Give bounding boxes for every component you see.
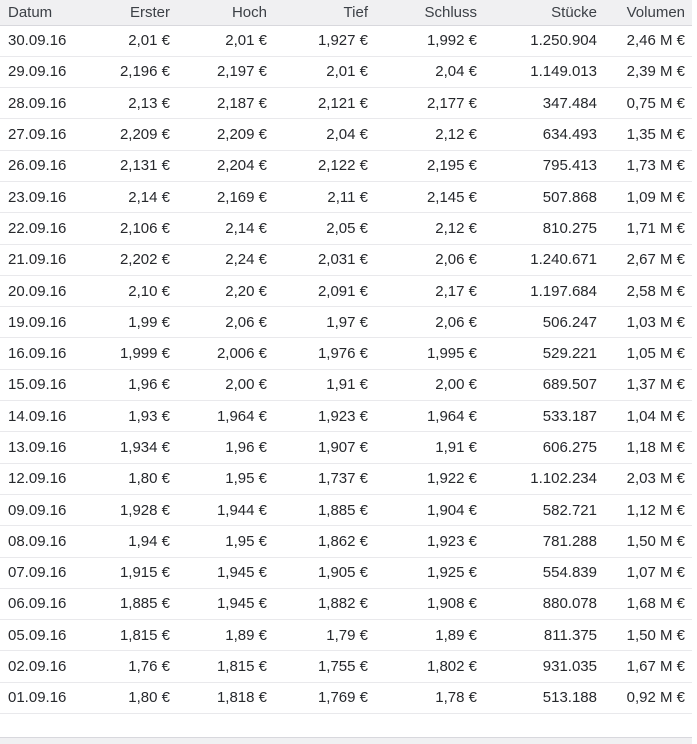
table-row: [0, 557, 692, 588]
tief-cell: 2,122 €: [274, 150, 375, 181]
stuecke-cell: 781.288: [484, 526, 604, 557]
schluss-cell: 1,922 €: [375, 463, 484, 494]
datum-cell: 02.09.16: [0, 651, 80, 682]
hoch-cell: 2,209 €: [177, 119, 274, 150]
datum-cell: 05.09.16: [0, 620, 80, 651]
schluss-cell: 2,00 €: [375, 369, 484, 400]
stuecke-cell: 506.247: [484, 307, 604, 338]
erster-cell: 2,14 €: [80, 181, 177, 212]
table-row: [0, 369, 692, 400]
schluss-cell: 2,12 €: [375, 119, 484, 150]
hoch-cell: 2,24 €: [177, 244, 274, 275]
datum-cell: 12.09.16: [0, 463, 80, 494]
erster-cell: 2,106 €: [80, 213, 177, 244]
volumen-cell: 1,71 M €: [604, 213, 692, 244]
volumen-cell: 1,68 M €: [604, 588, 692, 619]
tief-cell: 1,927 €: [274, 25, 375, 56]
stuecke-cell: 1.149.013: [484, 56, 604, 87]
hoch-cell: 2,14 €: [177, 213, 274, 244]
hoch-cell: 2,169 €: [177, 181, 274, 212]
schluss-cell: 1,89 €: [375, 620, 484, 651]
datum-cell: 27.09.16: [0, 119, 80, 150]
volumen-cell: 2,67 M €: [604, 244, 692, 275]
stuecke-cell: 1.250.904: [484, 25, 604, 56]
datum-cell: 28.09.16: [0, 88, 80, 119]
stuecke-cell: 533.187: [484, 401, 604, 432]
tief-cell: 1,907 €: [274, 432, 375, 463]
schluss-cell: 2,17 €: [375, 275, 484, 306]
column-header-hoch: Hoch: [177, 0, 274, 25]
column-header-erster: Erster: [80, 0, 177, 25]
erster-cell: 1,915 €: [80, 557, 177, 588]
hoch-cell: 2,00 €: [177, 369, 274, 400]
stuecke-cell: 513.188: [484, 682, 604, 713]
schluss-cell: 2,06 €: [375, 307, 484, 338]
erster-cell: 1,99 €: [80, 307, 177, 338]
table-body: [0, 25, 692, 714]
hoch-cell: 2,06 €: [177, 307, 274, 338]
tief-cell: 1,91 €: [274, 369, 375, 400]
tief-cell: 1,923 €: [274, 401, 375, 432]
hoch-cell: 2,187 €: [177, 88, 274, 119]
erster-cell: 1,76 €: [80, 651, 177, 682]
table-row: [0, 526, 692, 557]
erster-cell: 1,934 €: [80, 432, 177, 463]
volumen-cell: 1,04 M €: [604, 401, 692, 432]
schluss-cell: 1,964 €: [375, 401, 484, 432]
datum-cell: 30.09.16: [0, 25, 80, 56]
tief-cell: 2,091 €: [274, 275, 375, 306]
table-row: [0, 401, 692, 432]
erster-cell: 1,999 €: [80, 338, 177, 369]
table-row: [0, 432, 692, 463]
volumen-cell: 1,03 M €: [604, 307, 692, 338]
schluss-cell: 1,802 €: [375, 651, 484, 682]
table-row: [0, 338, 692, 369]
schluss-cell: 1,908 €: [375, 588, 484, 619]
schluss-cell: 2,195 €: [375, 150, 484, 181]
datum-cell: 29.09.16: [0, 56, 80, 87]
datum-cell: 13.09.16: [0, 432, 80, 463]
hoch-cell: 1,89 €: [177, 620, 274, 651]
column-header-schluss: Schluss: [375, 0, 484, 25]
datum-cell: 14.09.16: [0, 401, 80, 432]
volumen-cell: 2,58 M €: [604, 275, 692, 306]
datum-cell: 19.09.16: [0, 307, 80, 338]
hoch-cell: 1,815 €: [177, 651, 274, 682]
tief-cell: 2,05 €: [274, 213, 375, 244]
schluss-cell: 2,145 €: [375, 181, 484, 212]
tief-cell: 2,04 €: [274, 119, 375, 150]
schluss-cell: 1,78 €: [375, 682, 484, 713]
stuecke-cell: 634.493: [484, 119, 604, 150]
erster-cell: 2,202 €: [80, 244, 177, 275]
schluss-cell: 2,04 €: [375, 56, 484, 87]
stuecke-cell: 529.221: [484, 338, 604, 369]
hoch-cell: 1,944 €: [177, 494, 274, 525]
erster-cell: 1,80 €: [80, 682, 177, 713]
tief-cell: 1,905 €: [274, 557, 375, 588]
erster-cell: 1,80 €: [80, 463, 177, 494]
stuecke-cell: 347.484: [484, 88, 604, 119]
schluss-cell: 2,177 €: [375, 88, 484, 119]
erster-cell: 1,94 €: [80, 526, 177, 557]
volumen-cell: 1,35 M €: [604, 119, 692, 150]
stuecke-cell: 810.275: [484, 213, 604, 244]
hoch-cell: 1,818 €: [177, 682, 274, 713]
erster-cell: 2,13 €: [80, 88, 177, 119]
volumen-cell: 1,50 M €: [604, 526, 692, 557]
bottom-band: [0, 737, 692, 744]
tief-cell: 1,79 €: [274, 620, 375, 651]
erster-cell: 2,10 €: [80, 275, 177, 306]
hoch-cell: 2,204 €: [177, 150, 274, 181]
datum-cell: 23.09.16: [0, 181, 80, 212]
tief-cell: 1,755 €: [274, 651, 375, 682]
stuecke-cell: 606.275: [484, 432, 604, 463]
tief-cell: 1,769 €: [274, 682, 375, 713]
column-header-tief: Tief: [274, 0, 375, 25]
table-row: [0, 651, 692, 682]
hoch-cell: 1,95 €: [177, 526, 274, 557]
erster-cell: 1,93 €: [80, 401, 177, 432]
table-row: [0, 181, 692, 212]
schluss-cell: 1,925 €: [375, 557, 484, 588]
stuecke-cell: 689.507: [484, 369, 604, 400]
datum-cell: 26.09.16: [0, 150, 80, 181]
schluss-cell: 1,995 €: [375, 338, 484, 369]
table-row: [0, 244, 692, 275]
volumen-cell: 1,73 M €: [604, 150, 692, 181]
hoch-cell: 2,20 €: [177, 275, 274, 306]
schluss-cell: 2,12 €: [375, 213, 484, 244]
volumen-cell: 1,18 M €: [604, 432, 692, 463]
column-header-volumen: Volumen: [604, 0, 692, 25]
table-row: [0, 682, 692, 713]
volumen-cell: 2,39 M €: [604, 56, 692, 87]
hoch-cell: 1,964 €: [177, 401, 274, 432]
volumen-cell: 2,46 M €: [604, 25, 692, 56]
erster-cell: 2,01 €: [80, 25, 177, 56]
datum-cell: 09.09.16: [0, 494, 80, 525]
hoch-cell: 1,945 €: [177, 557, 274, 588]
header-row: [0, 0, 692, 25]
table-row: [0, 588, 692, 619]
erster-cell: 2,196 €: [80, 56, 177, 87]
volumen-cell: 0,75 M €: [604, 88, 692, 119]
tief-cell: 1,862 €: [274, 526, 375, 557]
stuecke-cell: 582.721: [484, 494, 604, 525]
schluss-cell: 2,06 €: [375, 244, 484, 275]
tief-cell: 1,976 €: [274, 338, 375, 369]
hoch-cell: 1,96 €: [177, 432, 274, 463]
column-header-stuecke: Stücke: [484, 0, 604, 25]
datum-cell: 08.09.16: [0, 526, 80, 557]
stuecke-cell: 554.839: [484, 557, 604, 588]
datum-cell: 22.09.16: [0, 213, 80, 244]
datum-cell: 06.09.16: [0, 588, 80, 619]
tief-cell: 2,031 €: [274, 244, 375, 275]
datum-cell: 16.09.16: [0, 338, 80, 369]
volumen-cell: 1,07 M €: [604, 557, 692, 588]
stuecke-cell: 1.240.671: [484, 244, 604, 275]
stuecke-cell: 1.197.684: [484, 275, 604, 306]
table-row: [0, 56, 692, 87]
erster-cell: 2,209 €: [80, 119, 177, 150]
hoch-cell: 2,01 €: [177, 25, 274, 56]
erster-cell: 2,131 €: [80, 150, 177, 181]
table-row: [0, 150, 692, 181]
erster-cell: 1,928 €: [80, 494, 177, 525]
volumen-cell: 1,12 M €: [604, 494, 692, 525]
datum-cell: 01.09.16: [0, 682, 80, 713]
volumen-cell: 2,03 M €: [604, 463, 692, 494]
schluss-cell: 1,904 €: [375, 494, 484, 525]
schluss-cell: 1,992 €: [375, 25, 484, 56]
datum-cell: 21.09.16: [0, 244, 80, 275]
volumen-cell: 0,92 M €: [604, 682, 692, 713]
table-head: [0, 0, 692, 25]
erster-cell: 1,885 €: [80, 588, 177, 619]
datum-cell: 15.09.16: [0, 369, 80, 400]
hoch-cell: 2,006 €: [177, 338, 274, 369]
volumen-cell: 1,05 M €: [604, 338, 692, 369]
hoch-cell: 1,95 €: [177, 463, 274, 494]
tief-cell: 1,737 €: [274, 463, 375, 494]
table-row: [0, 88, 692, 119]
table-row: [0, 494, 692, 525]
erster-cell: 1,96 €: [80, 369, 177, 400]
volumen-cell: 1,37 M €: [604, 369, 692, 400]
table-row: [0, 620, 692, 651]
stuecke-cell: 811.375: [484, 620, 604, 651]
hoch-cell: 1,945 €: [177, 588, 274, 619]
stuecke-cell: 795.413: [484, 150, 604, 181]
table-row: [0, 275, 692, 306]
stuecke-cell: 931.035: [484, 651, 604, 682]
table-row: [0, 213, 692, 244]
hoch-cell: 2,197 €: [177, 56, 274, 87]
table-row: [0, 463, 692, 494]
volumen-cell: 1,09 M €: [604, 181, 692, 212]
volumen-cell: 1,50 M €: [604, 620, 692, 651]
column-header-datum: Datum: [0, 0, 80, 25]
schluss-cell: 1,923 €: [375, 526, 484, 557]
table-row: [0, 119, 692, 150]
tief-cell: 1,885 €: [274, 494, 375, 525]
tief-cell: 2,01 €: [274, 56, 375, 87]
tief-cell: 2,121 €: [274, 88, 375, 119]
schluss-cell: 1,91 €: [375, 432, 484, 463]
stuecke-cell: 507.868: [484, 181, 604, 212]
tief-cell: 1,97 €: [274, 307, 375, 338]
datum-cell: 07.09.16: [0, 557, 80, 588]
table-row: [0, 307, 692, 338]
tief-cell: 1,882 €: [274, 588, 375, 619]
tief-cell: 2,11 €: [274, 181, 375, 212]
table-row: [0, 25, 692, 56]
stuecke-cell: 880.078: [484, 588, 604, 619]
volumen-cell: 1,67 M €: [604, 651, 692, 682]
erster-cell: 1,815 €: [80, 620, 177, 651]
datum-cell: 20.09.16: [0, 275, 80, 306]
stuecke-cell: 1.102.234: [484, 463, 604, 494]
